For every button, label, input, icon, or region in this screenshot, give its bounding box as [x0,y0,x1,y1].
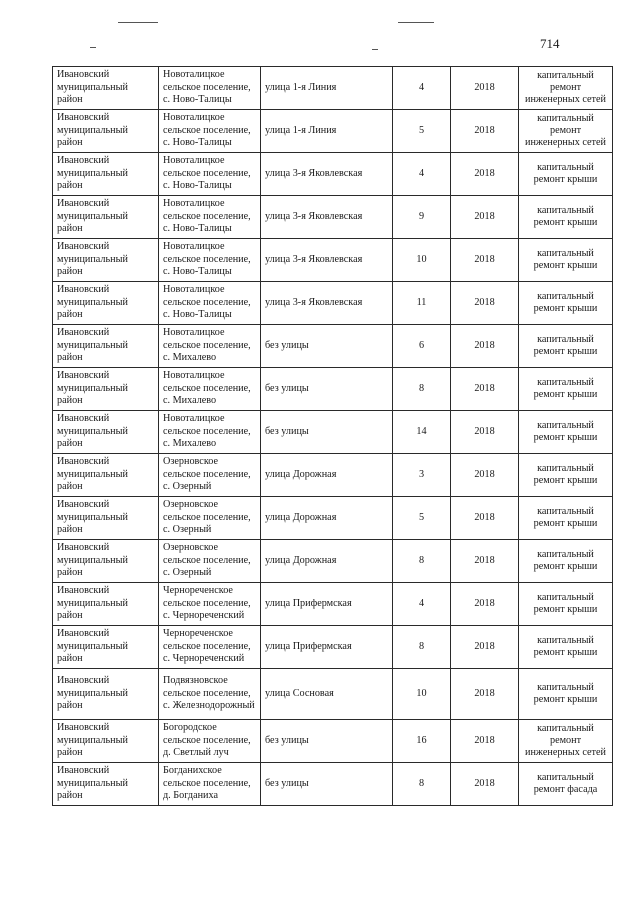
street-cell: без улицы [261,720,393,763]
district-cell: Ивановский муниципальный район [53,239,159,282]
settlement-cell: Новоталицкое сельское поселение, с. Ново-Талицы [159,196,261,239]
scan-mark [398,22,434,23]
work-type-cell: капитальный ремонт фасада [519,763,613,806]
settlement-cell: Новоталицкое сельское поселение, с. Михалево [159,325,261,368]
house-number-cell: 14 [393,411,451,454]
house-number-cell: 8 [393,368,451,411]
street-cell: улица 1-я Линия [261,110,393,153]
district-cell: Ивановский муниципальный район [53,282,159,325]
street-cell: без улицы [261,411,393,454]
table-row [53,669,613,720]
table-row [53,282,613,325]
street-cell: без улицы [261,368,393,411]
house-number-cell: 9 [393,196,451,239]
work-type-cell: капитальный ремонт крыши [519,282,613,325]
district-cell: Ивановский муниципальный район [53,153,159,196]
settlement-cell: Озерновское сельское поселение, с. Озерный [159,540,261,583]
settlement-cell: Новоталицкое сельское поселение, с. Ново-Талицы [159,67,261,110]
table-row [53,763,613,806]
work-type-cell: капитальный ремонт крыши [519,669,613,720]
table-row [53,626,613,669]
street-cell: без улицы [261,763,393,806]
street-cell: улица Дорожная [261,454,393,497]
district-cell: Ивановский муниципальный район [53,110,159,153]
street-cell: улица Дорожная [261,497,393,540]
house-number-cell: 16 [393,720,451,763]
settlement-cell: Чернореченское сельское поселение, с. Чернореченский [159,583,261,626]
street-cell: улица Прифермская [261,626,393,669]
work-type-cell: капитальный ремонт крыши [519,196,613,239]
work-type-cell: капитальный ремонт крыши [519,583,613,626]
settlement-cell: Чернореченское сельское поселение, с. Чернореченский [159,626,261,669]
district-cell: Ивановский муниципальный район [53,368,159,411]
settlement-cell: Новоталицкое сельское поселение, с. Михалево [159,411,261,454]
table-row [53,497,613,540]
year-cell: 2018 [451,153,519,196]
house-number-cell: 6 [393,325,451,368]
table-row [53,720,613,763]
scan-mark [118,22,158,23]
house-number-cell: 10 [393,669,451,720]
settlement-cell: Новоталицкое сельское поселение, с. Ново-Талицы [159,239,261,282]
table-row [53,239,613,282]
year-cell: 2018 [451,454,519,497]
district-cell: Ивановский муниципальный район [53,763,159,806]
street-cell: улица 3-я Яковлевская [261,153,393,196]
house-number-cell: 3 [393,454,451,497]
year-cell: 2018 [451,583,519,626]
house-number-cell: 8 [393,626,451,669]
year-cell: 2018 [451,540,519,583]
district-cell: Ивановский муниципальный район [53,196,159,239]
year-cell: 2018 [451,626,519,669]
table-row [53,196,613,239]
table-row [53,325,613,368]
settlement-cell: Новоталицкое сельское поселение, с. Ново-Талицы [159,153,261,196]
work-type-cell: капитальный ремонт инженерных сетей [519,720,613,763]
table-row [53,110,613,153]
settlement-cell: Новоталицкое сельское поселение, с. Ново-Талицы [159,110,261,153]
house-number-cell: 4 [393,583,451,626]
house-number-cell: 8 [393,763,451,806]
work-type-cell: капитальный ремонт крыши [519,239,613,282]
work-type-cell: капитальный ремонт крыши [519,454,613,497]
work-type-cell: капитальный ремонт крыши [519,368,613,411]
settlement-cell: Новоталицкое сельское поселение, с. Ново-Талицы [159,282,261,325]
house-number-cell: 5 [393,497,451,540]
street-cell: улица Прифермская [261,583,393,626]
house-number-cell: 10 [393,239,451,282]
district-cell: Ивановский муниципальный район [53,720,159,763]
housing-repair-table [52,66,613,806]
district-cell: Ивановский муниципальный район [53,325,159,368]
house-number-cell: 5 [393,110,451,153]
work-type-cell: капитальный ремонт крыши [519,626,613,669]
street-cell: улица 3-я Яковлевская [261,239,393,282]
house-number-cell: 11 [393,282,451,325]
street-cell: улица 3-я Яковлевская [261,196,393,239]
table-row [53,540,613,583]
table-row [53,67,613,110]
work-type-cell: капитальный ремонт крыши [519,411,613,454]
house-number-cell: 4 [393,153,451,196]
street-cell: без улицы [261,325,393,368]
settlement-cell: Богородское сельское поселение, д. Светлый луч [159,720,261,763]
district-cell: Ивановский муниципальный район [53,497,159,540]
table-row [53,368,613,411]
district-cell: Ивановский муниципальный район [53,67,159,110]
work-type-cell: капитальный ремонт крыши [519,325,613,368]
street-cell: улица Сосновая [261,669,393,720]
settlement-cell: Новоталицкое сельское поселение, с. Михалево [159,368,261,411]
work-type-cell: капитальный ремонт крыши [519,497,613,540]
district-cell: Ивановский муниципальный район [53,540,159,583]
work-type-cell: капитальный ремонт инженерных сетей [519,67,613,110]
district-cell: Ивановский муниципальный район [53,454,159,497]
page-number: 714 [540,36,560,51]
year-cell: 2018 [451,497,519,540]
district-cell: Ивановский муниципальный район [53,411,159,454]
work-type-cell: капитальный ремонт крыши [519,153,613,196]
house-number-cell: 8 [393,540,451,583]
district-cell: Ивановский муниципальный район [53,626,159,669]
year-cell: 2018 [451,239,519,282]
work-type-cell: капитальный ремонт крыши [519,540,613,583]
street-cell: улица 1-я Линия [261,67,393,110]
year-cell: 2018 [451,720,519,763]
street-cell: улица Дорожная [261,540,393,583]
year-cell: 2018 [451,325,519,368]
year-cell: 2018 [451,110,519,153]
year-cell: 2018 [451,368,519,411]
work-type-cell: капитальный ремонт инженерных сетей [519,110,613,153]
table-row [53,583,613,626]
settlement-cell: Подвязновское сельское поселение, с. Железнодорожный [159,669,261,720]
settlement-cell: Озерновское сельское поселение, с. Озерный [159,454,261,497]
table-row [53,454,613,497]
table-body [53,67,613,806]
district-cell: Ивановский муниципальный район [53,669,159,720]
settlement-cell: Богданихское сельское поселение, д. Богданиха [159,763,261,806]
year-cell: 2018 [451,763,519,806]
settlement-cell: Озерновское сельское поселение, с. Озерный [159,497,261,540]
year-cell: 2018 [451,196,519,239]
year-cell: 2018 [451,669,519,720]
table-row [53,153,613,196]
scan-mark [372,49,378,50]
scan-mark [90,47,96,48]
house-number-cell: 4 [393,67,451,110]
year-cell: 2018 [451,67,519,110]
street-cell: улица 3-я Яковлевская [261,282,393,325]
year-cell: 2018 [451,411,519,454]
district-cell: Ивановский муниципальный район [53,583,159,626]
year-cell: 2018 [451,282,519,325]
table-row [53,411,613,454]
